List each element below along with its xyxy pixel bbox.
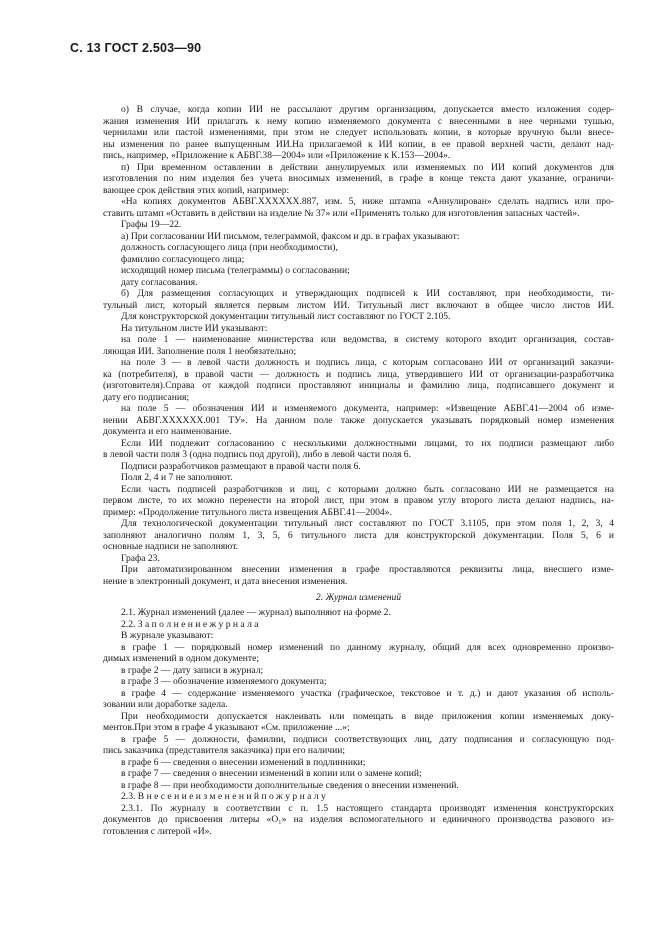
text-line: в графе 3 — обозначение изменяемого документа; xyxy=(121,676,327,687)
text-line: дату согласования. xyxy=(121,276,198,288)
text-line: в графе 4 — содержание изменяемого участка (графическое, текстовое и т. д.) и дают указания об исполь- xyxy=(121,687,614,699)
text-line: основные надписи не заполняют. xyxy=(103,541,239,552)
page-header: С. 13 ГОСТ 2.503—90 xyxy=(70,41,202,55)
text-line: пример: «Продолжение титульного листа извещения АБВГ.41—2004». xyxy=(103,506,392,518)
text-line: заполняют аналогично полям 1, 3, 5, 6 титульного листа для конструкторской документации. Поля 5, 6 и xyxy=(103,529,614,541)
text-line: «На копиях документов АБВГ.ХХХХХХ.887, изм. 5, ниже штампа «Аннулирован» сделать надпись или про- xyxy=(121,196,614,207)
text-line: на поле 3 — в левой части должность и подпись лица, с которым согласовано ИИ от организаций заказчи- xyxy=(121,357,614,368)
text-line: зовании или доработке задела. xyxy=(103,699,228,710)
text-line: в левой части поля 3 (одна подпись под другой), либо в левой части поля 6. xyxy=(103,449,411,460)
text-line: (изготовителя).Справа от каждой подписи проставляют инициалы и фамилию лица, подписавшего документ и xyxy=(103,380,614,391)
text-line: дату его подписания; xyxy=(103,391,190,403)
text-line: первом листе, то их можно перенести на второй лист, при этом в правом углу второго листа делают надпись, на- xyxy=(103,495,614,506)
text-line: ментов.При этом в графе 4 указывают «См. приложение ...»; xyxy=(103,722,350,733)
text-line: документов до присвоения литеры «О₁» на изделия вспомогательного и единичного производства разового из- xyxy=(103,814,614,825)
text-line: В журнале указывают: xyxy=(121,630,214,641)
text-line: исходящий номер письма (телеграммы) о согласовании; xyxy=(121,265,350,276)
text-line: в графе 2 — дату записи в журнал; xyxy=(121,664,264,676)
text-line: должность согласующего лица (при необходимости), xyxy=(121,242,338,253)
section-title: 2. Журнал изменений xyxy=(315,592,402,603)
text-line: нении АБВГ.ХХХХХХ.001 ТУ». На данном поле также допускается указывать порядковый номер изменения xyxy=(103,414,614,426)
text-line: Графы 19—22. xyxy=(121,219,182,230)
text-line: 2.3. В н е с е н и е и з м е н е н и й п о ж у р н а л у xyxy=(121,791,326,802)
text-line: в графе 8 — при необходимости дополнительные сведения о внесении изменений. xyxy=(121,779,459,791)
text-line: ны изменения по ранее выпущенным ИИ.На прилагаемой к ИИ копии, в ее правой верхней части, делают над- xyxy=(103,138,614,150)
text-line: 2.3.1. По журналу в соответствии с п. 1.5 настоящего стандарта производят изменения конструкторских xyxy=(121,802,614,814)
text-line: димых изменений в одном документе; xyxy=(103,653,260,664)
text-line: нение в электронный документ, и дата внесения изменения. xyxy=(103,575,348,587)
text-line: Если ИИ подлежит согласованию с несколькими должностными лицами, то их подписи размещают либо xyxy=(121,437,614,449)
text-line: фамилию согласующего лица; xyxy=(121,253,245,265)
text-line: в графе 6 — сведения о внесении изменений в подлинники; xyxy=(121,756,366,768)
text-line: в графе 1 — порядковый номер изменений по данному журналу, общий для всех одновременно произво- xyxy=(121,641,614,653)
text-line: документа и его наименование. xyxy=(103,426,232,437)
text-line: На титульном листе ИИ указывают: xyxy=(121,322,268,334)
text-line: готовления с литерой «И». xyxy=(103,825,212,837)
text-line: Для конструкторской документации титульный лист составляют по ГОСТ 2.105. xyxy=(121,311,451,322)
text-line: Для технологической документации титульный лист составляют по ГОСТ 3.1105, при этом поля 1, 2, 3, 4 xyxy=(121,518,614,529)
text-line: Подписи разработчиков размещают в правой части поля 6. xyxy=(121,460,361,472)
text-line: вающее срок действия этих копий, например: xyxy=(103,184,290,196)
text-line: пись, например, «Приложение к АБВГ.38—2004» или «Приложение к К.153—2004». xyxy=(103,150,451,161)
text-line: тульный лист, который является первым листом ИИ. Титульный лист включают в общее число листов ИИ. xyxy=(103,299,614,311)
text-line: пись заказчика (представителя заказчика) при его наличии; xyxy=(103,745,346,756)
text-line: ляющая ИИ. Заполнение поля 1 необязательно; xyxy=(103,345,297,357)
text-line: а) При согласовании ИИ письмом, телеграммой, факсом и др. в графах указывают: xyxy=(121,230,460,242)
text-line: п) При временном оставлении в действии аннулируемых или изменяемых по ИИ копий документов для xyxy=(121,161,614,173)
text-line: жания изменения ИИ прилагать к нему копию изменяемого документа с внесенными в нее черными тушью, xyxy=(103,115,614,127)
text-line: на поле 5 — обозначения ИИ и изменяемого документа, например: «Извещение АБВГ.41—2004 об изме- xyxy=(121,403,614,414)
text-line: 2.2. З а п о л н е н и е ж у р н а л а xyxy=(121,618,259,630)
text-line: ставить штамп «Оставить в действии на изделие № 37» или «Применять только для изготовления запасных частей». xyxy=(103,207,580,219)
text-line: Графа 23. xyxy=(121,552,160,564)
text-line: Если часть подписей разработчиков и лиц, с которыми должно быть согласовано ИИ не размещается на xyxy=(121,483,614,495)
text-line: в графе 5 — должности, фамилии, подписи соответствующих лиц, дату подписания и согласующую под- xyxy=(121,733,614,745)
text-line: ка (потребителя), в правой части — должность и подпись лица, утвердившего ИИ от организации-разработчика xyxy=(103,368,614,380)
text-line: в графе 7 — сведения о внесении изменений в копии или о замене копий; xyxy=(121,768,422,779)
text-line: При автоматизированном внесении изменения в графе проставляются реквизиты лица, внесшего изме- xyxy=(121,564,614,575)
text-line: б) Для размещения согласующих и утверждающих подписей к ИИ составляют, при необходимости, ти- xyxy=(121,288,614,299)
text-line: 2.1. Журнал изменений (далее — журнал) выполняют на форме 2. xyxy=(121,607,391,618)
text-line: При необходимости допускается наклеивать или помещать в виде приложения копии изменяемых доку- xyxy=(121,710,614,722)
text-line: чернилами или пастой изменениями, при этом не следует использовать копии, в которые вручную были внесе- xyxy=(103,127,614,138)
text-line: на поле 1 — наименование министерства или ведомства, в систему которого входит организация, состав- xyxy=(121,334,614,345)
text-line: изготовления по ним изделия без учета вносимых изменений, в графе в конце текста дают указание, ограничи- xyxy=(103,173,614,184)
text-line: Поля 2, 4 и 7 не заполняют. xyxy=(121,472,233,483)
text-line: о) В случае, когда копии ИИ не рассылают другим организациям, допускается вместо изложения содер- xyxy=(121,104,614,115)
